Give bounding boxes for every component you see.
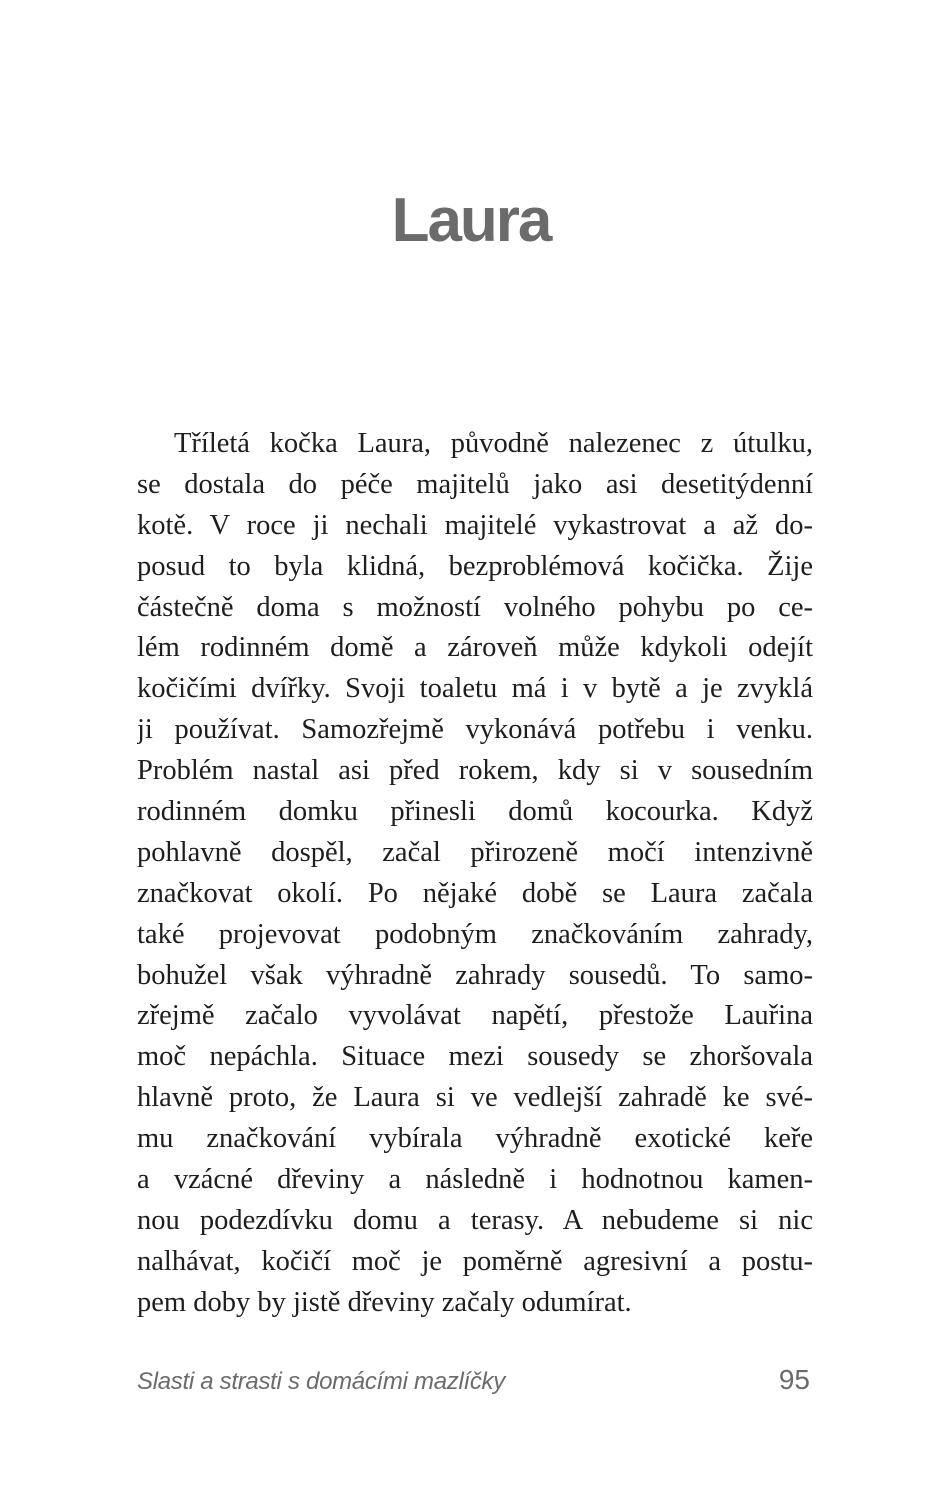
- body-line: mu značkování vybírala výhradně exotické keře: [137, 1123, 813, 1155]
- body-line: ji používat. Samozřejmě vykonává potřebu i venku.: [137, 714, 813, 746]
- body-line: rodinném domku přinesli domů kocourka. Když: [137, 796, 813, 828]
- body-line: částečně doma s možností volného pohybu po ce-: [137, 591, 813, 623]
- body-line: nou podezdívku domu a terasy. A nebudeme si nic: [137, 1204, 813, 1236]
- body-line: se dostala do péče majitelů jako asi desetitýdenní: [137, 468, 813, 500]
- page-number: 95: [778, 1364, 810, 1395]
- body-line: zřejmě začalo vyvolávat napětí, přestože Lauřina: [137, 1000, 813, 1032]
- body-line: kočičími dvířky. Svoji toaletu má i v bytě a je zvyklá: [137, 673, 813, 705]
- body-line: nalhávat, kočičí moč je poměrně agresivní a postu-: [137, 1245, 813, 1277]
- body-line: bohužel však výhradně zahrady sousedů. To samo-: [137, 959, 813, 991]
- body-line: Problém nastal asi před rokem, kdy si v sousedním: [137, 755, 813, 787]
- page-footer: [137, 1364, 810, 1404]
- body-line: pem doby by jistě dřeviny začaly odumírat.: [137, 1286, 632, 1318]
- chapter-title: Laura: [391, 185, 551, 255]
- body-line: pohlavně dospěl, začal přirozeně močí intenzivně: [137, 836, 813, 868]
- body-line: moč nepáchla. Situace mezi sousedy se zhoršovala: [137, 1041, 813, 1073]
- body-line: posud to byla klidná, bezproblémová kočička. Žije: [137, 550, 813, 582]
- body-line: lém rodinném domě a zároveň může kdykoli odejít: [137, 632, 813, 664]
- body-line: a vzácné dřeviny a následně i hodnotnou kamen-: [137, 1164, 813, 1196]
- body-line: kotě. V roce ji nechali majitelé vykastrovat a až do-: [137, 509, 813, 541]
- body-line: Tříletá kočka Laura, původně nalezenec z útulku,: [174, 428, 813, 459]
- body-line: hlavně proto, že Laura si ve vedlejší zahradě ke své-: [137, 1082, 813, 1114]
- body-line: také projevovat podobným značkováním zahrady,: [137, 918, 813, 950]
- running-title: Slasti a strasti s domácími mazlíčky: [137, 1368, 505, 1395]
- body-text: [137, 424, 813, 1324]
- body-line: značkovat okolí. Po nějaké době se Laura začala: [137, 877, 813, 909]
